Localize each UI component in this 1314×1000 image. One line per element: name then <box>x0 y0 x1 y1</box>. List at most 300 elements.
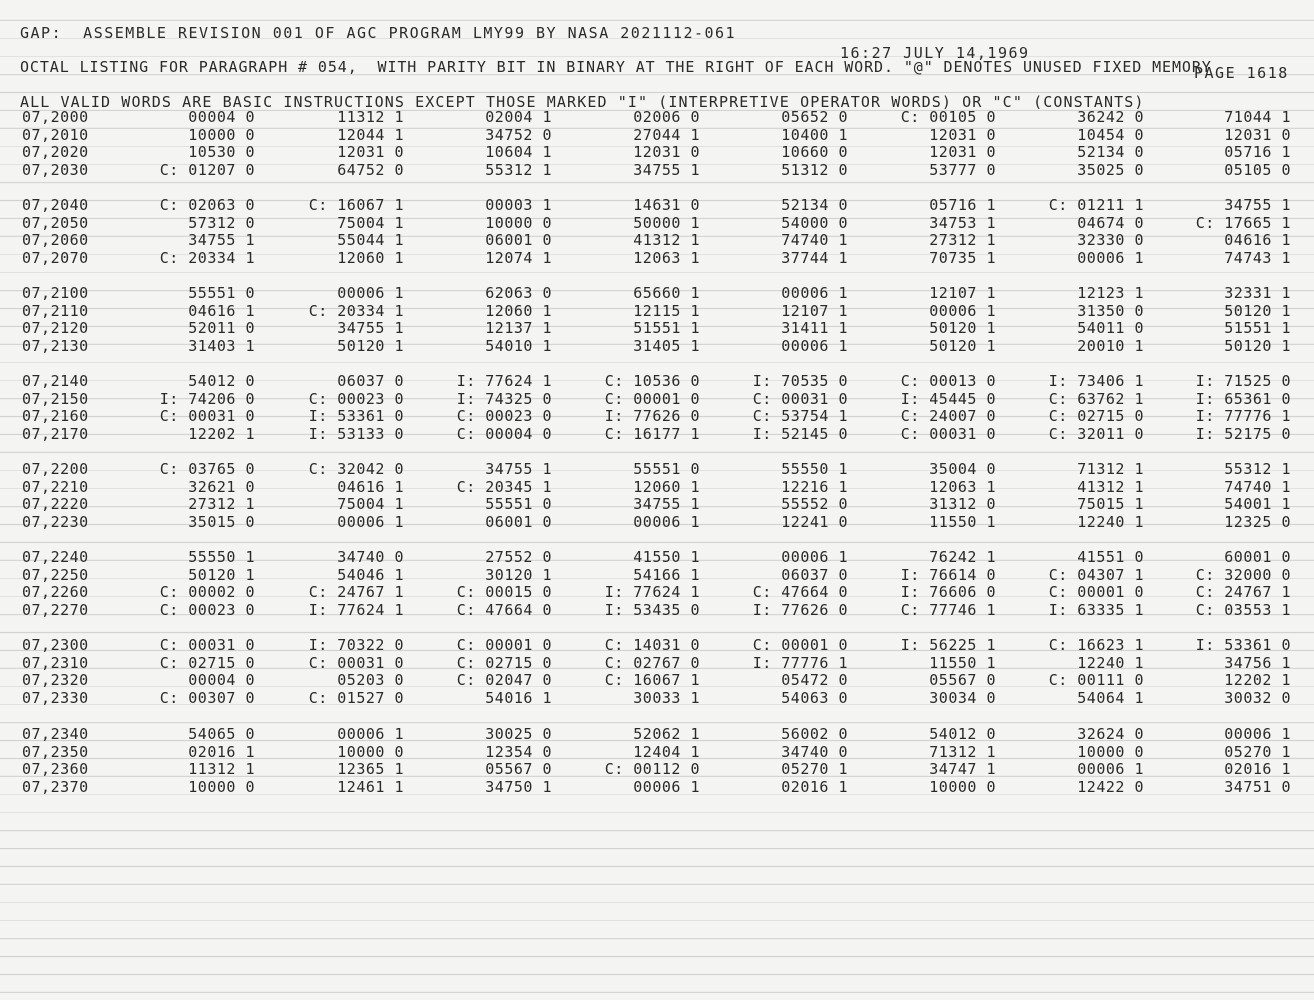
memory-word: 30120 1 <box>485 565 552 584</box>
memory-word: 10000 0 <box>337 742 404 761</box>
address-label: 07,2160 <box>22 407 89 426</box>
memory-word: C: 10536 0 <box>604 372 700 390</box>
memory-word: 34751 0 <box>1224 777 1291 796</box>
memory-word: 74740 1 <box>781 231 848 250</box>
address-label: 07,2330 <box>22 688 89 707</box>
memory-word: 06001 0 <box>485 512 552 531</box>
listing-row <box>0 426 1314 442</box>
listing-row <box>0 690 1314 706</box>
memory-word: C: 00023 0 <box>308 389 404 408</box>
memory-word: 00004 0 <box>188 108 255 126</box>
memory-word: 30032 0 <box>1224 688 1291 707</box>
memory-word: 55551 0 <box>188 284 255 302</box>
memory-word: I: 45445 0 <box>900 389 996 408</box>
memory-word: C: 32000 0 <box>1195 565 1291 584</box>
listing-row <box>0 744 1314 760</box>
memory-word: C: 77746 1 <box>900 600 996 619</box>
memory-word: 50120 1 <box>1224 301 1291 320</box>
memory-word: 00006 1 <box>633 777 700 796</box>
memory-word: 05105 0 <box>1224 160 1291 179</box>
memory-word: I: 53361 0 <box>308 407 404 426</box>
memory-word: C: 16067 1 <box>308 196 404 214</box>
memory-word: 11312 1 <box>188 760 255 779</box>
listing-row <box>0 761 1314 777</box>
memory-word: 10530 0 <box>188 143 255 162</box>
memory-word: I: 63335 1 <box>1048 600 1144 619</box>
memory-word: 12031 0 <box>929 125 996 144</box>
memory-word: 30034 0 <box>929 688 996 707</box>
memory-word: C: 00001 0 <box>752 636 848 654</box>
memory-word: I: 77624 1 <box>604 583 700 602</box>
memory-word: 50120 1 <box>929 319 996 338</box>
memory-word: C: 01527 0 <box>308 688 404 707</box>
memory-word: 05567 0 <box>929 671 996 690</box>
memory-word: 27552 0 <box>485 548 552 566</box>
memory-word: 34756 1 <box>1224 653 1291 672</box>
memory-word: 70735 1 <box>929 248 996 267</box>
address-label: 07,2030 <box>22 160 89 179</box>
memory-word: 10454 0 <box>1077 125 1144 144</box>
memory-word: 02016 1 <box>188 742 255 761</box>
memory-word: 34747 1 <box>929 760 996 779</box>
memory-word: C: 16177 1 <box>604 424 700 443</box>
memory-word: 54010 1 <box>485 336 552 355</box>
listing-row <box>0 320 1314 336</box>
listing-row <box>0 391 1314 407</box>
memory-word: C: 00031 0 <box>900 424 996 443</box>
memory-word: C: 24767 1 <box>308 583 404 602</box>
memory-word: C: 02715 0 <box>456 653 552 672</box>
memory-word: 55312 1 <box>1224 460 1291 478</box>
memory-word: C: 01207 0 <box>159 160 255 179</box>
listing-row <box>0 655 1314 671</box>
listing-row <box>0 567 1314 583</box>
listing-row <box>0 285 1314 301</box>
memory-word: 75004 1 <box>337 213 404 232</box>
memory-word: 34755 1 <box>633 495 700 514</box>
memory-word: 05652 0 <box>781 108 848 126</box>
memory-word: 34752 0 <box>485 125 552 144</box>
memory-word: I: 77626 0 <box>752 600 848 619</box>
memory-word: 00006 1 <box>781 336 848 355</box>
memory-word: 06037 0 <box>781 565 848 584</box>
memory-word: 35004 0 <box>929 460 996 478</box>
memory-word: 12107 1 <box>781 301 848 320</box>
memory-word: I: 76606 0 <box>900 583 996 602</box>
memory-word: 36242 0 <box>1077 108 1144 126</box>
address-label: 07,2110 <box>22 301 89 320</box>
memory-word: I: 77624 1 <box>308 600 404 619</box>
memory-word: 31411 1 <box>781 319 848 338</box>
address-label: 07,2250 <box>22 565 89 584</box>
memory-word: C: 00023 0 <box>456 407 552 426</box>
memory-word: 12240 1 <box>1077 512 1144 531</box>
memory-word: 34755 1 <box>1224 196 1291 214</box>
memory-word: 05270 1 <box>1224 742 1291 761</box>
memory-word: 12060 1 <box>337 248 404 267</box>
memory-word: 54016 1 <box>485 688 552 707</box>
memory-word: 35025 0 <box>1077 160 1144 179</box>
listing-row <box>0 496 1314 512</box>
memory-word: 20010 1 <box>1077 336 1144 355</box>
memory-word: 34755 1 <box>633 160 700 179</box>
memory-word: 32624 0 <box>1077 725 1144 743</box>
memory-word: 54063 0 <box>781 688 848 707</box>
memory-word: 62063 0 <box>485 284 552 302</box>
memory-word: 00006 1 <box>1077 760 1144 779</box>
memory-word: 41312 1 <box>633 231 700 250</box>
memory-word: C: 02063 0 <box>159 196 255 214</box>
address-label: 07,2010 <box>22 125 89 144</box>
memory-word: 12240 1 <box>1077 653 1144 672</box>
memory-word: C: 00015 0 <box>456 583 552 602</box>
memory-word: I: 71525 0 <box>1195 372 1291 390</box>
memory-word: 10000 0 <box>485 213 552 232</box>
memory-word: 00006 1 <box>781 284 848 302</box>
memory-word: 71312 1 <box>929 742 996 761</box>
memory-word: C: 00031 0 <box>159 407 255 426</box>
memory-word: C: 00031 0 <box>159 636 255 654</box>
memory-word: 52134 0 <box>1077 143 1144 162</box>
memory-word: 05567 0 <box>485 760 552 779</box>
memory-word: 00006 1 <box>633 512 700 531</box>
memory-word: 51551 1 <box>633 319 700 338</box>
memory-word: C: 00001 0 <box>604 389 700 408</box>
address-label: 07,2200 <box>22 460 89 478</box>
memory-word: 12137 1 <box>485 319 552 338</box>
address-label: 07,2360 <box>22 760 89 779</box>
memory-word: 12063 1 <box>633 248 700 267</box>
memory-word: 55044 1 <box>337 231 404 250</box>
address-label: 07,2270 <box>22 600 89 619</box>
memory-word: I: 77776 1 <box>1195 407 1291 426</box>
memory-word: I: 70322 0 <box>308 636 404 654</box>
memory-word: 12422 0 <box>1077 777 1144 796</box>
memory-word: 55550 1 <box>781 460 848 478</box>
memory-word: 00006 1 <box>337 512 404 531</box>
memory-word: 54000 0 <box>781 213 848 232</box>
assembly-timestamp: 16:27 JULY 14,1969 <box>840 44 1030 62</box>
memory-word: I: 74206 0 <box>159 389 255 408</box>
memory-word: C: 01211 1 <box>1048 196 1144 214</box>
memory-word: 12044 1 <box>337 125 404 144</box>
memory-word: 11550 1 <box>929 512 996 531</box>
memory-word: 52134 0 <box>781 196 848 214</box>
memory-word: 34755 1 <box>337 319 404 338</box>
memory-word: C: 00111 0 <box>1048 671 1144 690</box>
address-label: 07,2000 <box>22 108 89 126</box>
memory-word: I: 76614 0 <box>900 565 996 584</box>
memory-word: 34740 0 <box>337 548 404 566</box>
memory-word: 31312 0 <box>929 495 996 514</box>
memory-word: 54065 0 <box>188 725 255 743</box>
memory-word: C: 16067 1 <box>604 671 700 690</box>
memory-word: 10604 1 <box>485 143 552 162</box>
memory-word: 05270 1 <box>781 760 848 779</box>
listing-row <box>0 461 1314 477</box>
memory-word: 32621 0 <box>188 477 255 496</box>
memory-word: 12031 0 <box>633 143 700 162</box>
memory-word: 34753 1 <box>929 213 996 232</box>
memory-word: 57312 0 <box>188 213 255 232</box>
memory-word: C: 04307 1 <box>1048 565 1144 584</box>
memory-word: C: 02047 0 <box>456 671 552 690</box>
memory-word: 12461 1 <box>337 777 404 796</box>
memory-word: C: 00002 0 <box>159 583 255 602</box>
memory-word: C: 20345 1 <box>456 477 552 496</box>
address-label: 07,2230 <box>22 512 89 531</box>
memory-word: 00006 1 <box>337 284 404 302</box>
listing-row <box>0 637 1314 653</box>
memory-word: C: 00001 0 <box>456 636 552 654</box>
memory-word: C: 14031 0 <box>604 636 700 654</box>
memory-word: C: 47664 0 <box>456 600 552 619</box>
memory-word: 55551 0 <box>633 460 700 478</box>
address-label: 07,2210 <box>22 477 89 496</box>
memory-word: 12241 0 <box>781 512 848 531</box>
memory-word: 10000 0 <box>929 777 996 796</box>
memory-word: 00006 1 <box>1077 248 1144 267</box>
memory-word: 05472 0 <box>781 671 848 690</box>
memory-word: 10000 0 <box>188 125 255 144</box>
memory-word: 00006 1 <box>337 725 404 743</box>
memory-word: 56002 0 <box>781 725 848 743</box>
memory-word: 60001 0 <box>1224 548 1291 566</box>
listing-row <box>0 250 1314 266</box>
memory-word: I: 52175 0 <box>1195 424 1291 443</box>
memory-word: 54166 1 <box>633 565 700 584</box>
memory-word: C: 00031 0 <box>752 389 848 408</box>
memory-word: C: 47664 0 <box>752 583 848 602</box>
memory-word: C: 02715 0 <box>159 653 255 672</box>
address-label: 07,2150 <box>22 389 89 408</box>
listing-row <box>0 232 1314 248</box>
memory-word: 12031 0 <box>929 143 996 162</box>
memory-word: C: 20334 1 <box>308 301 404 320</box>
memory-word: 55551 0 <box>485 495 552 514</box>
memory-word: 27044 1 <box>633 125 700 144</box>
memory-word: 10400 1 <box>781 125 848 144</box>
memory-word: 04674 0 <box>1077 213 1144 232</box>
memory-word: 12115 1 <box>633 301 700 320</box>
assembly-title: GAP: ASSEMBLE REVISION 001 OF AGC PROGRAM LMY99 BY NASA 2021112-061 <box>20 24 737 42</box>
memory-word: 54046 1 <box>337 565 404 584</box>
memory-word: I: 53435 0 <box>604 600 700 619</box>
memory-word: 30025 0 <box>485 725 552 743</box>
memory-word: 00006 1 <box>1224 725 1291 743</box>
memory-word: 34740 0 <box>781 742 848 761</box>
memory-word: 50000 1 <box>633 213 700 232</box>
address-label: 07,2130 <box>22 336 89 355</box>
address-label: 07,2350 <box>22 742 89 761</box>
memory-word: I: 77626 0 <box>604 407 700 426</box>
memory-word: 50120 1 <box>188 565 255 584</box>
memory-word: 12202 1 <box>1224 671 1291 690</box>
address-label: 07,2060 <box>22 231 89 250</box>
address-label: 07,2370 <box>22 777 89 796</box>
listing-row <box>0 726 1314 742</box>
address-label: 07,2070 <box>22 248 89 267</box>
memory-word: 12202 1 <box>188 424 255 443</box>
memory-word: 71044 1 <box>1224 108 1291 126</box>
memory-word: I: 77776 1 <box>752 653 848 672</box>
memory-word: 05716 1 <box>929 196 996 214</box>
address-label: 07,2120 <box>22 319 89 338</box>
memory-word: 00004 0 <box>188 671 255 690</box>
memory-word: 50120 1 <box>337 336 404 355</box>
memory-word: 14631 0 <box>633 196 700 214</box>
memory-word: 55552 0 <box>781 495 848 514</box>
memory-word: 12123 1 <box>1077 284 1144 302</box>
memory-word: 12060 1 <box>485 301 552 320</box>
address-label: 07,2340 <box>22 725 89 743</box>
memory-word: 12325 0 <box>1224 512 1291 531</box>
memory-word: 00003 1 <box>485 196 552 214</box>
memory-word: 34750 1 <box>485 777 552 796</box>
listing-row <box>0 779 1314 795</box>
memory-word: 02004 1 <box>485 108 552 126</box>
listing-row <box>0 338 1314 354</box>
memory-word: C: 63762 1 <box>1048 389 1144 408</box>
address-label: 07,2220 <box>22 495 89 514</box>
memory-word: 10660 0 <box>781 143 848 162</box>
memory-word: 12060 1 <box>633 477 700 496</box>
address-label: 07,2260 <box>22 583 89 602</box>
memory-word: 55312 1 <box>485 160 552 179</box>
memory-word: 50120 1 <box>929 336 996 355</box>
memory-word: 54012 0 <box>188 372 255 390</box>
memory-word: I: 53361 0 <box>1195 636 1291 654</box>
memory-word: I: 70535 0 <box>752 372 848 390</box>
memory-word: C: 16623 1 <box>1048 636 1144 654</box>
memory-word: C: 00013 0 <box>900 372 996 390</box>
listing-row <box>0 373 1314 389</box>
memory-word: 27312 1 <box>929 231 996 250</box>
memory-word: 37744 1 <box>781 248 848 267</box>
address-label: 07,2050 <box>22 213 89 232</box>
memory-word: 12063 1 <box>929 477 996 496</box>
memory-word: I: 77624 1 <box>456 372 552 390</box>
memory-word: 05203 0 <box>337 671 404 690</box>
address-label: 07,2140 <box>22 372 89 390</box>
memory-word: C: 00023 0 <box>159 600 255 619</box>
listing-description: OCTAL LISTING FOR PARAGRAPH # 054, WITH PARITY BIT IN BINARY AT THE RIGHT OF EACH WORD. "@" DENOTES UNUSED FIXED MEMORY <box>20 58 1212 76</box>
memory-word: 75015 1 <box>1077 495 1144 514</box>
memory-word: C: 03553 1 <box>1195 600 1291 619</box>
memory-word: C: 32011 0 <box>1048 424 1144 443</box>
memory-word: 32330 0 <box>1077 231 1144 250</box>
listing-row <box>0 162 1314 178</box>
memory-word: 27312 1 <box>188 495 255 514</box>
memory-word: 12031 0 <box>1224 125 1291 144</box>
listing-row <box>0 584 1314 600</box>
memory-word: 35015 0 <box>188 512 255 531</box>
memory-word: C: 24007 0 <box>900 407 996 426</box>
memory-word: I: 73406 1 <box>1048 372 1144 390</box>
memory-word: I: 74325 0 <box>456 389 552 408</box>
memory-word: C: 00001 0 <box>1048 583 1144 602</box>
memory-word: C: 02767 0 <box>604 653 700 672</box>
memory-word: 02006 0 <box>633 108 700 126</box>
address-label: 07,2300 <box>22 636 89 654</box>
memory-word: 02016 1 <box>781 777 848 796</box>
listing-row <box>0 514 1314 530</box>
memory-word: 51312 0 <box>781 160 848 179</box>
memory-word: 41312 1 <box>1077 477 1144 496</box>
memory-word: 31350 0 <box>1077 301 1144 320</box>
memory-word: C: 03765 0 <box>159 460 255 478</box>
memory-word: 12404 1 <box>633 742 700 761</box>
memory-word: 53777 0 <box>929 160 996 179</box>
memory-word: C: 32042 0 <box>308 460 404 478</box>
memory-word: 76242 1 <box>929 548 996 566</box>
memory-word: 54012 0 <box>929 725 996 743</box>
memory-word: 05716 1 <box>1224 143 1291 162</box>
word-type-legend: ALL VALID WORDS ARE BASIC INSTRUCTIONS EXCEPT THOSE MARKED "I" (INTERPRETIVE OPERATOR WORDS) OR "C" (CONSTANTS) <box>20 93 1145 111</box>
memory-word: I: 56225 1 <box>900 636 996 654</box>
memory-word: C: 24767 1 <box>1195 583 1291 602</box>
memory-word: 65660 1 <box>633 284 700 302</box>
memory-word: 51551 1 <box>1224 319 1291 338</box>
memory-word: 10000 0 <box>1077 742 1144 761</box>
memory-word: 71312 1 <box>1077 460 1144 478</box>
memory-word: 64752 0 <box>337 160 404 179</box>
memory-word: 00006 1 <box>781 548 848 566</box>
memory-word: 12216 1 <box>781 477 848 496</box>
address-label: 07,2170 <box>22 424 89 443</box>
memory-word: 52062 1 <box>633 725 700 743</box>
memory-word: 41550 1 <box>633 548 700 566</box>
memory-word: 12031 0 <box>337 143 404 162</box>
memory-word: 52011 0 <box>188 319 255 338</box>
memory-word: 12074 1 <box>485 248 552 267</box>
memory-word: 32331 1 <box>1224 284 1291 302</box>
memory-word: I: 52145 0 <box>752 424 848 443</box>
listing-row <box>0 215 1314 231</box>
memory-word: I: 53133 0 <box>308 424 404 443</box>
listing-row <box>0 303 1314 319</box>
memory-word: 34755 1 <box>485 460 552 478</box>
memory-word: 12354 0 <box>485 742 552 761</box>
address-label: 07,2020 <box>22 143 89 162</box>
memory-word: C: 17665 1 <box>1195 213 1291 232</box>
address-label: 07,2310 <box>22 653 89 672</box>
address-label: 07,2320 <box>22 671 89 690</box>
memory-word: 31403 1 <box>188 336 255 355</box>
memory-word: 10000 0 <box>188 777 255 796</box>
memory-word: 11312 1 <box>337 108 404 126</box>
memory-word: 00006 1 <box>929 301 996 320</box>
memory-word: 75004 1 <box>337 495 404 514</box>
memory-word: 74740 1 <box>1224 477 1291 496</box>
memory-word: 30033 1 <box>633 688 700 707</box>
memory-word: 12365 1 <box>337 760 404 779</box>
memory-word: 50120 1 <box>1224 336 1291 355</box>
memory-word: C: 00105 0 <box>900 108 996 126</box>
address-label: 07,2100 <box>22 284 89 302</box>
listing-row <box>0 144 1314 160</box>
memory-word: C: 02715 0 <box>1048 407 1144 426</box>
memory-word: 34755 1 <box>188 231 255 250</box>
listing-row <box>0 127 1314 143</box>
memory-word: C: 00307 0 <box>159 688 255 707</box>
listing-row <box>0 602 1314 618</box>
listing-row <box>0 549 1314 565</box>
memory-word: 06001 0 <box>485 231 552 250</box>
memory-word: C: 00112 0 <box>604 760 700 779</box>
memory-word: C: 53754 1 <box>752 407 848 426</box>
memory-word: 04616 1 <box>337 477 404 496</box>
